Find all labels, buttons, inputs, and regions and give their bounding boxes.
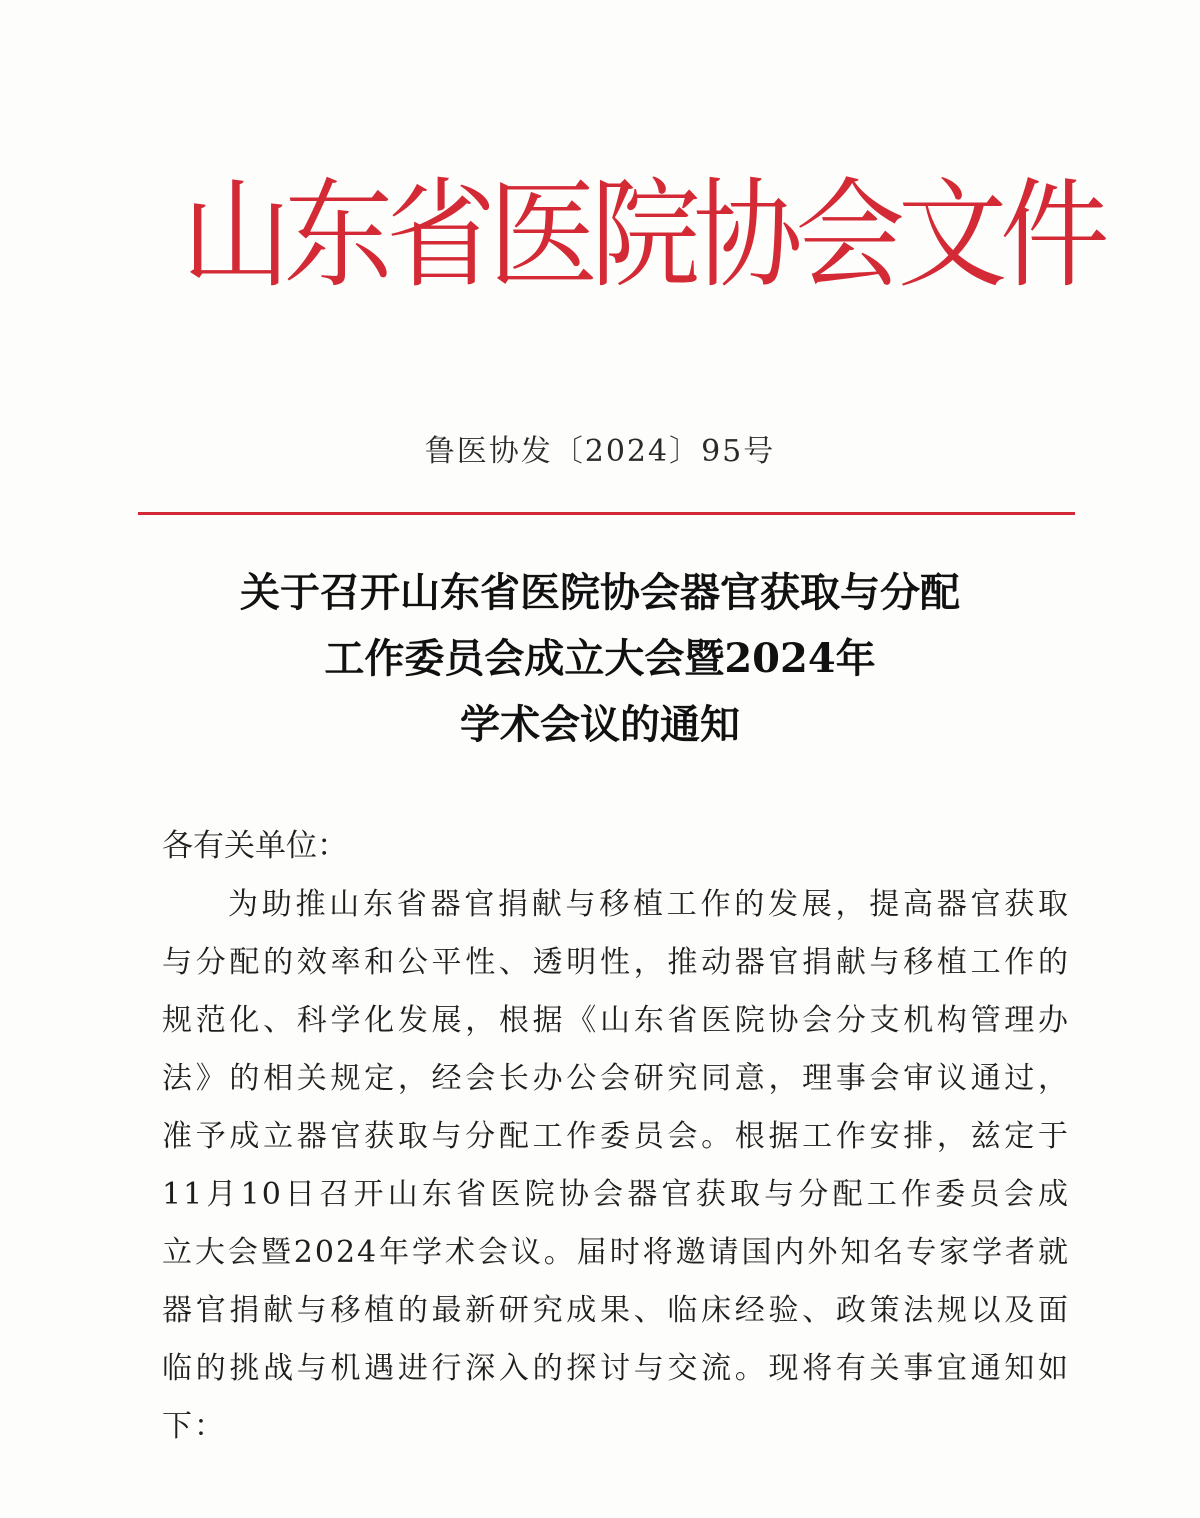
notice-title	[140, 560, 1060, 758]
salutation: 各有关单位：	[162, 828, 348, 864]
body-line: 下：	[162, 1409, 226, 1444]
body-line: 与分配的效率和公平性、透明性，推动器官捐献与移植工作的	[162, 945, 1070, 980]
title-line-1: 关于召开山东省医院协会器官获取与分配	[240, 569, 960, 616]
title-line-2: 工作委员会成立大会暨2024年	[324, 635, 876, 682]
body-line: 临的挑战与机遇进行深入的探讨与交流。现将有关事宜通知如	[162, 1351, 1070, 1386]
document-number: 鲁医协发〔2024〕95号	[424, 434, 776, 469]
title-line-3: 学术会议的通知	[460, 701, 740, 748]
masthead-title: 山东省医院协会文件	[181, 166, 1103, 304]
body-line: 器官捐献与移植的最新研究成果、临床经验、政策法规以及面	[162, 1293, 1070, 1328]
body-line: 立大会暨2024年学术会议。届时将邀请国内外知名专家学者就	[162, 1235, 1070, 1270]
body-paragraph	[162, 876, 1070, 1456]
body-line: 为助推山东省器官捐献与移植工作的发展，提高器官获取	[228, 887, 1070, 922]
body-line: 规范化、科学化发展，根据《山东省医院协会分支机构管理办	[162, 1003, 1070, 1038]
body-line: 11月10日召开山东省医院协会器官获取与分配工作委员会成	[162, 1177, 1070, 1212]
body-line: 法》的相关规定，经会长办公会研究同意，理事会审议通过，	[162, 1061, 1070, 1096]
body-line: 准予成立器官获取与分配工作委员会。根据工作安排，兹定于	[162, 1119, 1070, 1154]
red-divider-line	[138, 512, 1075, 515]
